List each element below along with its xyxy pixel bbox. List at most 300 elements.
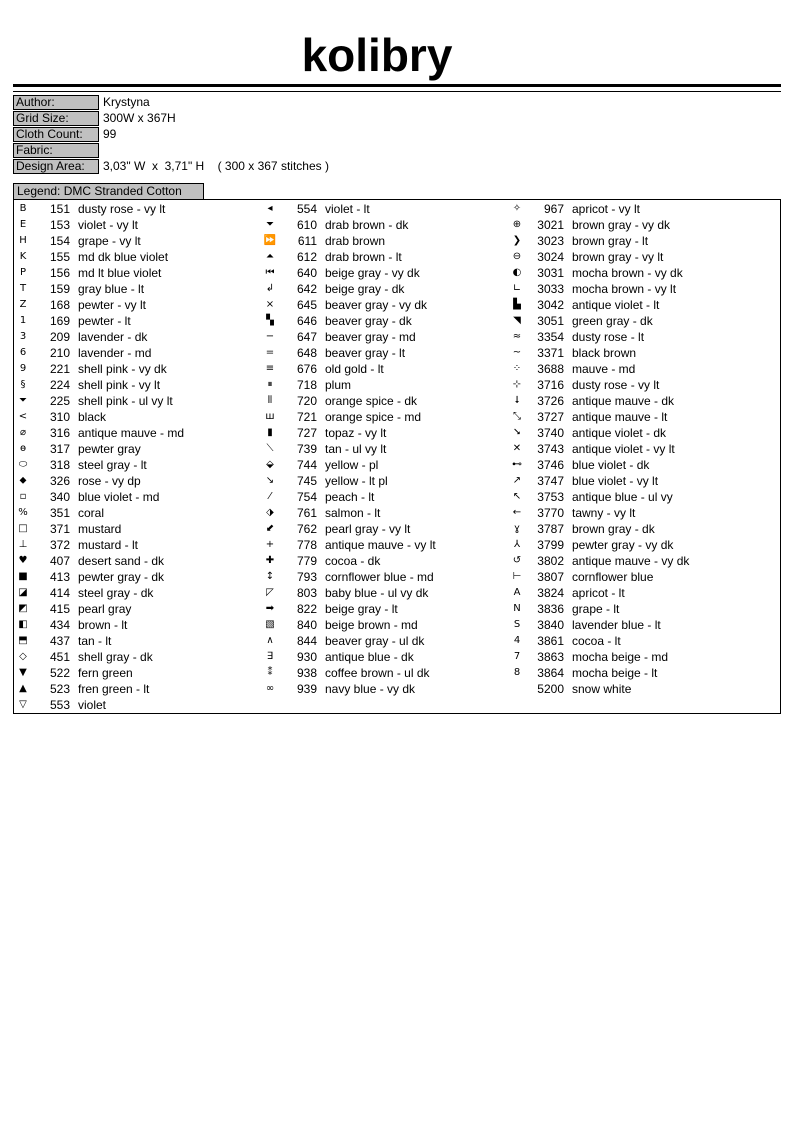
symbol-icon: ⅄ (513, 539, 521, 550)
color-name: plum (325, 378, 352, 392)
dmc-number: 647 (296, 330, 317, 344)
symbol-icon: H (19, 235, 27, 246)
legend-table (13, 199, 781, 714)
symbol-icon: ◪ (18, 587, 28, 598)
legend-entry (261, 217, 506, 233)
symbol-icon: ⏸ (267, 379, 273, 390)
color-name: pearl gray (78, 602, 132, 616)
legend-entry (508, 601, 753, 617)
symbol-icon: ⬥ (19, 475, 27, 486)
legend-column-2 (261, 201, 506, 697)
symbol-icon: ▽ (19, 699, 27, 710)
dmc-number: 762 (296, 522, 317, 536)
color-name: desert sand - dk (78, 554, 165, 568)
dmc-number: 3863 (537, 650, 564, 664)
color-name: antique mauve - vy lt (325, 538, 436, 552)
color-name: pewter gray (78, 442, 141, 456)
color-name: antique mauve - lt (572, 410, 668, 424)
dmc-number: 844 (296, 634, 317, 648)
symbol-icon: − (265, 331, 275, 342)
color-name: grape - vy lt (78, 234, 141, 248)
symbol-icon: B (19, 203, 27, 214)
symbol-icon: ↲ (265, 283, 275, 294)
dmc-number: 3726 (537, 394, 564, 408)
color-name: apricot - vy lt (572, 202, 641, 216)
info-row-cloth-count (13, 126, 781, 142)
dmc-number: 938 (296, 666, 317, 680)
legend-column-3 (508, 201, 753, 697)
symbol-icon: ⌀ (19, 427, 27, 438)
symbol-icon: ⬭ (18, 459, 28, 470)
symbol-icon: 4 (513, 635, 521, 646)
color-name: brown gray - vy lt (572, 250, 664, 264)
color-name: mocha beige - lt (572, 666, 658, 680)
color-name: md dk blue violet (78, 250, 169, 264)
color-name: beige gray - lt (325, 602, 398, 616)
legend-entry (261, 473, 506, 489)
dmc-number: 648 (296, 346, 317, 360)
legend-entry (261, 425, 506, 441)
color-name: lavender blue - lt (572, 618, 661, 632)
symbol-icon: P (19, 267, 27, 278)
symbol-icon: 3 (19, 331, 27, 342)
legend-entry (508, 297, 753, 313)
title-divider-thick (13, 84, 781, 87)
symbol-icon: ✚ (265, 555, 275, 566)
symbol-icon: = (265, 347, 275, 358)
dmc-number: 3861 (537, 634, 564, 648)
legend-entry (261, 297, 506, 313)
color-name: antique blue - dk (325, 650, 414, 664)
color-name: beaver gray - lt (325, 346, 406, 360)
symbol-icon: N (513, 603, 521, 614)
legend-entry (14, 585, 259, 601)
symbol-icon: ✕ (512, 443, 522, 454)
legend-entry (508, 409, 753, 425)
dmc-number: 224 (49, 378, 70, 392)
color-name: pewter - vy lt (78, 298, 147, 312)
legend-entry (261, 393, 506, 409)
legend-entry (261, 585, 506, 601)
dmc-number: 153 (49, 218, 70, 232)
dmc-number: 154 (49, 234, 70, 248)
legend-entry (261, 361, 506, 377)
dmc-number: 930 (296, 650, 317, 664)
dmc-number: 727 (296, 426, 317, 440)
color-name: dusty rose - vy lt (572, 378, 660, 392)
legend-entry (14, 313, 259, 329)
symbol-icon: ∃ (266, 651, 274, 662)
info-row-author (13, 94, 781, 110)
dmc-number: 3864 (537, 666, 564, 680)
symbol-icon: ◥ (513, 315, 521, 326)
legend-entry (14, 249, 259, 265)
color-name: shell pink - vy lt (78, 378, 161, 392)
dmc-number: 3836 (537, 602, 564, 616)
legend-entry (14, 649, 259, 665)
color-name: brown gray - vy dk (572, 218, 671, 232)
color-name: yellow - pl (325, 458, 379, 472)
dmc-number: 718 (296, 378, 317, 392)
legend-entry (508, 201, 753, 217)
color-name: coffee brown - ul dk (325, 666, 430, 680)
color-name: shell pink - vy dk (78, 362, 167, 376)
legend-entry (14, 361, 259, 377)
symbol-icon: ▙ (513, 299, 521, 310)
info-value: 3,03" W x 3,71" H ( 300 x 367 stitches ) (103, 159, 329, 173)
color-name: gray blue - lt (78, 282, 145, 296)
symbol-icon: × (265, 299, 275, 310)
symbol-icon: 7 (513, 651, 521, 662)
dmc-number: 225 (49, 394, 70, 408)
info-value: Krystyna (103, 95, 150, 109)
info-label: Author: (13, 95, 99, 110)
info-label: Design Area: (13, 159, 99, 174)
color-name: cornflower blue (572, 570, 654, 584)
legend-entry (261, 249, 506, 265)
dmc-number: 318 (49, 458, 70, 472)
legend-entry (261, 681, 506, 697)
color-name: brown gray - dk (572, 522, 655, 536)
dmc-number: 3799 (537, 538, 564, 552)
symbol-icon: ◂ (267, 203, 273, 214)
color-name: violet - vy lt (78, 218, 139, 232)
title-divider-thin (13, 91, 781, 92)
symbol-icon: ⏷ (19, 395, 27, 406)
color-name: navy blue - vy dk (325, 682, 416, 696)
color-name: antique mauve - md (78, 426, 185, 440)
color-name: mustard (78, 522, 122, 536)
dmc-number: 3051 (537, 314, 564, 328)
dmc-number: 721 (296, 410, 317, 424)
info-label: Cloth Count: (13, 127, 99, 142)
dmc-number: 779 (296, 554, 317, 568)
legend-entry (508, 649, 753, 665)
legend-entry (14, 505, 259, 521)
color-name: dusty rose - vy lt (78, 202, 166, 216)
dmc-number: 3354 (537, 330, 564, 344)
color-name: steel gray - lt (78, 458, 147, 472)
legend-entry (261, 617, 506, 633)
color-name: lavender - md (78, 346, 152, 360)
symbol-icon: ∟ (512, 283, 522, 294)
symbol-icon: § (20, 379, 26, 390)
dmc-number: 754 (296, 490, 317, 504)
dmc-number: 3688 (537, 362, 564, 376)
dmc-number: 793 (296, 570, 317, 584)
dmc-number: 169 (49, 314, 70, 328)
color-name: mocha beige - md (572, 650, 669, 664)
dmc-number: 3807 (537, 570, 564, 584)
dmc-number: 151 (49, 202, 70, 216)
symbol-icon: ⬙ (266, 459, 274, 470)
info-label: Grid Size: (13, 111, 99, 126)
color-name: md lt blue violet (78, 266, 162, 280)
symbol-icon: 9 (19, 363, 27, 374)
dmc-number: 3747 (537, 474, 564, 488)
symbol-icon: ▼ (19, 667, 27, 678)
dmc-number: 3042 (537, 298, 564, 312)
color-name: pewter gray - vy dk (572, 538, 674, 552)
symbol-icon: K (19, 251, 27, 262)
color-name: peach - lt (325, 490, 375, 504)
color-name: drab brown - lt (325, 250, 402, 264)
symbol-icon: < (18, 411, 28, 422)
symbol-icon: ≈ (512, 331, 522, 342)
color-name: brown gray - lt (572, 234, 649, 248)
dmc-number: 316 (49, 426, 70, 440)
dmc-number: 413 (49, 570, 70, 584)
legend-entry (508, 281, 753, 297)
color-name: steel gray - dk (78, 586, 154, 600)
color-name: topaz - vy lt (325, 426, 387, 440)
symbol-icon: ≡ (265, 363, 275, 374)
symbol-icon: ◇ (19, 651, 27, 662)
dmc-number: 3743 (537, 442, 564, 456)
legend-entry (14, 425, 259, 441)
dmc-number: 155 (49, 250, 70, 264)
symbol-icon: ⤡ (513, 411, 521, 422)
dmc-number: 209 (49, 330, 70, 344)
symbol-icon: S (513, 619, 521, 630)
color-name: beaver gray - vy dk (325, 298, 428, 312)
legend-entry (508, 553, 753, 569)
legend-entry (508, 233, 753, 249)
color-name: beaver gray - dk (325, 314, 412, 328)
color-name: baby blue - ul vy dk (325, 586, 429, 600)
color-name: grape - lt (572, 602, 620, 616)
color-name: violet (78, 698, 107, 712)
color-name: shell pink - ul vy lt (78, 394, 173, 408)
dmc-number: 415 (49, 602, 70, 616)
dmc-number: 3023 (537, 234, 564, 248)
symbol-icon: + (265, 539, 275, 550)
dmc-number: 340 (49, 490, 70, 504)
symbol-icon: ⏶ (266, 251, 274, 262)
color-name: mauve - md (572, 362, 636, 376)
symbol-icon: ⬗ (266, 507, 274, 518)
dmc-number: 310 (49, 410, 70, 424)
symbol-icon: ⬒ (18, 635, 28, 646)
dmc-number: 3740 (537, 426, 564, 440)
color-name: shell gray - dk (78, 650, 153, 664)
symbol-icon: ◸ (266, 587, 274, 598)
dmc-number: 407 (49, 554, 70, 568)
color-name: salmon - lt (325, 506, 381, 520)
legend-entry (261, 537, 506, 553)
legend-entry (261, 233, 506, 249)
legend-entry (508, 265, 753, 281)
legend-entry (261, 329, 506, 345)
legend-entry (508, 665, 753, 681)
color-name: drab brown (325, 234, 386, 248)
dmc-number: 939 (296, 682, 317, 696)
legend-entry (261, 313, 506, 329)
symbol-icon: ⁑ (267, 667, 273, 678)
symbol-icon: ♥ (18, 555, 28, 566)
color-name: blue violet - vy lt (572, 474, 659, 488)
legend-entry (508, 313, 753, 329)
legend-entry (14, 617, 259, 633)
symbol-icon: ɵ (19, 443, 27, 454)
info-label: Fabric: (13, 143, 99, 158)
info-row-grid-size (13, 110, 781, 126)
legend-entry (14, 345, 259, 361)
legend-entry (14, 281, 259, 297)
legend-entry (261, 665, 506, 681)
dmc-number: 3770 (537, 506, 564, 520)
legend-entry (261, 441, 506, 457)
info-row-fabric (13, 142, 781, 158)
color-name: antique violet - dk (572, 426, 667, 440)
color-name: beige gray - dk (325, 282, 405, 296)
legend-entry (261, 265, 506, 281)
dmc-number: 554 (296, 202, 317, 216)
legend-entry (14, 297, 259, 313)
color-name: antique violet - vy lt (572, 442, 675, 456)
color-name: tawny - vy lt (572, 506, 636, 520)
color-name: beaver gray - md (325, 330, 416, 344)
legend-column-1 (14, 201, 259, 713)
legend-entry (261, 505, 506, 521)
legend-entry (14, 537, 259, 553)
page-title: kolibry (301, 29, 453, 81)
color-name: blue violet - md (78, 490, 160, 504)
legend-entry (14, 217, 259, 233)
color-name: yellow - lt pl (325, 474, 388, 488)
dmc-number: 3033 (537, 282, 564, 296)
color-name: fern green (78, 666, 133, 680)
legend-entry (261, 633, 506, 649)
symbol-icon: ⁄ (269, 491, 271, 502)
color-name: orange spice - md (325, 410, 422, 424)
dmc-number: 5200 (537, 682, 564, 696)
legend-entry (508, 393, 753, 409)
legend-entry (508, 441, 753, 457)
dmc-number: 778 (296, 538, 317, 552)
dmc-number: 221 (49, 362, 70, 376)
legend-entry (508, 681, 753, 697)
legend-entry (14, 697, 259, 713)
symbol-icon: ⊥ (18, 539, 28, 550)
dmc-number: 646 (296, 314, 317, 328)
symbol-icon: ⦀ (267, 395, 273, 406)
dmc-number: 3840 (537, 618, 564, 632)
legend-entry (261, 281, 506, 297)
color-name: rose - vy dp (78, 474, 141, 488)
symbol-icon: ⁘ (512, 363, 522, 374)
dmc-number: 168 (49, 298, 70, 312)
legend-entry (14, 201, 259, 217)
legend-entry (14, 393, 259, 409)
symbol-icon: ◧ (18, 619, 28, 630)
legend-title: Legend: DMC Stranded Cotton (13, 183, 204, 199)
dmc-number: 967 (543, 202, 564, 216)
color-name: tan - ul vy lt (325, 442, 387, 456)
dmc-number: 720 (296, 394, 317, 408)
symbol-icon: ← (512, 507, 522, 518)
legend-entry (508, 633, 753, 649)
symbol-icon: % (18, 507, 28, 518)
symbol-icon: ⏷ (266, 219, 274, 230)
legend-entry (261, 345, 506, 361)
legend-entry (508, 617, 753, 633)
color-name: coral (78, 506, 105, 520)
symbol-icon: ⏮ (265, 267, 275, 278)
symbol-icon: ❯ (512, 235, 522, 246)
dmc-number: 317 (49, 442, 70, 456)
dmc-number: 611 (297, 234, 317, 248)
dmc-number: 803 (296, 586, 317, 600)
symbol-icon: ~ (512, 347, 522, 358)
symbol-icon: 6 (19, 347, 27, 358)
color-name: antique blue - ul vy (572, 490, 673, 504)
color-name: antique mauve - dk (572, 394, 675, 408)
dmc-number: 156 (49, 266, 70, 280)
color-name: cocoa - lt (572, 634, 621, 648)
symbol-icon: ↗ (512, 475, 522, 486)
dmc-number: 840 (296, 618, 317, 632)
symbol-icon: ◩ (18, 603, 28, 614)
symbol-icon: ↕ (265, 571, 275, 582)
color-name: antique violet - lt (572, 298, 660, 312)
dmc-number: 414 (49, 586, 70, 600)
symbol-icon: T (19, 283, 27, 294)
legend-entry (508, 329, 753, 345)
legend-entry (508, 361, 753, 377)
symbol-icon: ⬋ (265, 523, 275, 534)
color-name: beaver gray - ul dk (325, 634, 425, 648)
legend-entry (508, 425, 753, 441)
legend-entry (14, 665, 259, 681)
symbol-icon: ✧ (512, 203, 522, 214)
symbol-icon: 1 (19, 315, 27, 326)
color-name: pewter gray - dk (78, 570, 165, 584)
legend-entry (261, 521, 506, 537)
color-name: mustard - lt (78, 538, 139, 552)
dmc-number: 676 (296, 362, 317, 376)
color-name: beige brown - md (325, 618, 418, 632)
color-name: snow white (572, 682, 632, 696)
legend-entry (508, 249, 753, 265)
legend-entry (14, 569, 259, 585)
dmc-number: 553 (49, 698, 70, 712)
symbol-icon: ⊢ (512, 571, 522, 582)
dmc-number: 3753 (537, 490, 564, 504)
color-name: pearl gray - vy lt (325, 522, 411, 536)
dmc-number: 451 (49, 650, 70, 664)
legend-entry (14, 473, 259, 489)
color-name: blue violet - dk (572, 458, 650, 472)
dmc-number: 3024 (537, 250, 564, 264)
symbol-icon: ⊹ (512, 379, 522, 390)
legend-entry (261, 489, 506, 505)
color-name: dusty rose - lt (572, 330, 645, 344)
symbol-icon: 8 (513, 667, 521, 678)
symbol-icon: ш (265, 411, 275, 422)
color-name: cocoa - dk (325, 554, 381, 568)
color-name: old gold - lt (325, 362, 384, 376)
symbol-icon: ⊷ (512, 459, 522, 470)
symbol-icon: ↘ (265, 475, 275, 486)
symbol-icon: E (19, 219, 27, 230)
color-name: mocha brown - vy dk (572, 266, 683, 280)
color-name: cornflower blue - md (325, 570, 434, 584)
legend-entry (14, 521, 259, 537)
color-name: brown - lt (78, 618, 128, 632)
legend-entry (14, 265, 259, 281)
symbol-icon: ⭨ (513, 427, 521, 438)
